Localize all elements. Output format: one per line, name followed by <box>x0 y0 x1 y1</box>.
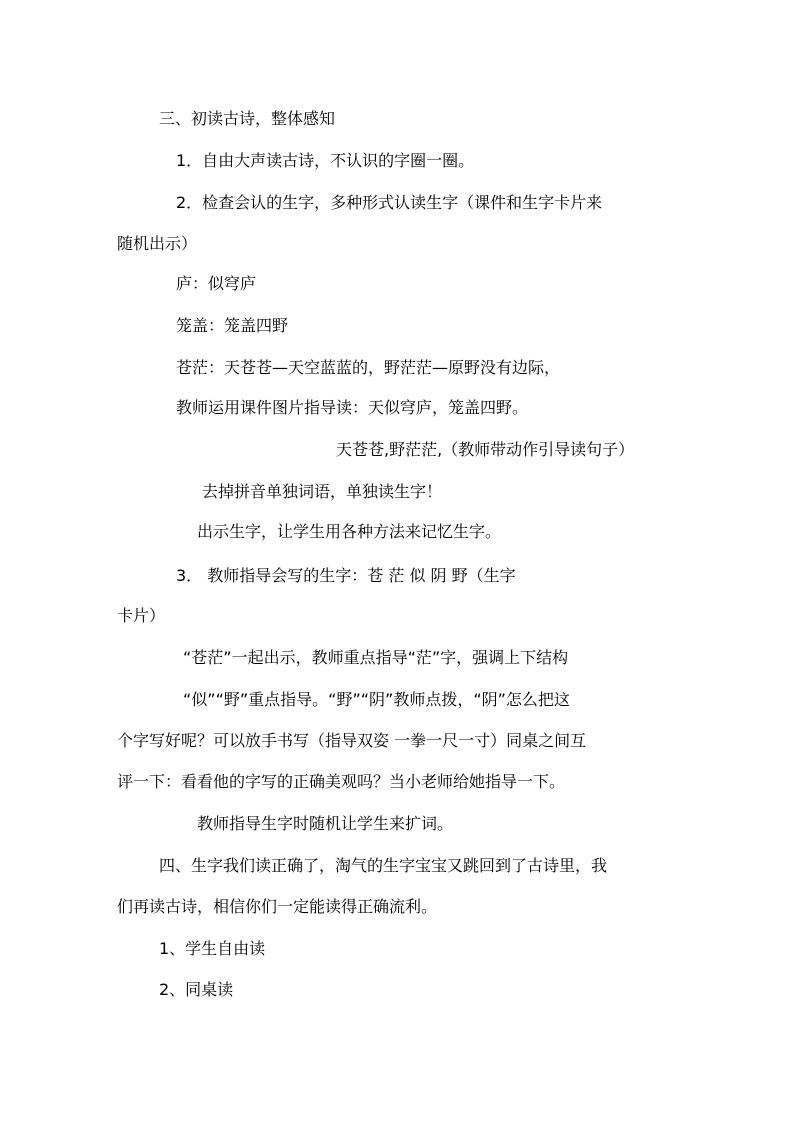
section-heading: 四、生字我们读正确了，淘气的生字宝宝又跳回到了古诗里，我 <box>159 856 608 875</box>
paragraph-line: 去掉拼音单独词语，单独读生字！ <box>202 482 443 501</box>
paragraph-line: 教师运用课件图片指导读：天似穹庐，笼盖四野。 <box>176 398 529 417</box>
paragraph-line: 2．检查会认的生字，多种形式认读生字（课件和生字卡片来 <box>176 193 603 212</box>
paragraph-line: 卡片） <box>117 606 166 625</box>
paragraph-line: 出示生字，让学生用各种方法来记忆生字。 <box>197 522 502 541</box>
paragraph-line: 1．自由大声读古诗，不认识的字圈一圈。 <box>176 151 475 170</box>
paragraph-line: 随机出示） <box>117 234 198 253</box>
section-heading: 三、初读古诗，整体感知 <box>159 109 336 128</box>
paragraph-line: 天苍苍,野茫茫,（教师带动作引导读句子） <box>336 440 635 459</box>
paragraph-line: 3． 教师指导会写的生字：苍 茫 似 阴 野（生字 <box>176 566 516 585</box>
paragraph-line: 教师指导生字时随机让学生来扩词。 <box>197 814 454 833</box>
paragraph-line: 笼盖：笼盖四野 <box>176 316 289 335</box>
paragraph-line: 庐：似穹庐 <box>176 274 257 293</box>
paragraph-line: “似”“野”重点指导。“野”“阴”教师点拨，“阴”怎么把这 <box>183 690 570 709</box>
paragraph-line: 个字写好呢？可以放手书写（指导双姿 一拳一尺一寸）同桌之间互 <box>117 731 587 750</box>
list-item: 1、学生自由读 <box>159 939 266 958</box>
paragraph-line: 评一下：看看他的字写的正确美观吗？当小老师给她指导一下。 <box>117 772 566 791</box>
paragraph-line: 苍茫：天苍苍—天空蓝蓝的，野茫茫—原野没有边际， <box>176 358 561 377</box>
paragraph-line: 们再读古诗，相信你们一定能读得正确流利。 <box>117 897 438 916</box>
list-item: 2、同桌读 <box>159 980 234 999</box>
paragraph-line: “苍茫”一起出示，教师重点指导“茫”字，强调上下结构 <box>183 648 569 667</box>
